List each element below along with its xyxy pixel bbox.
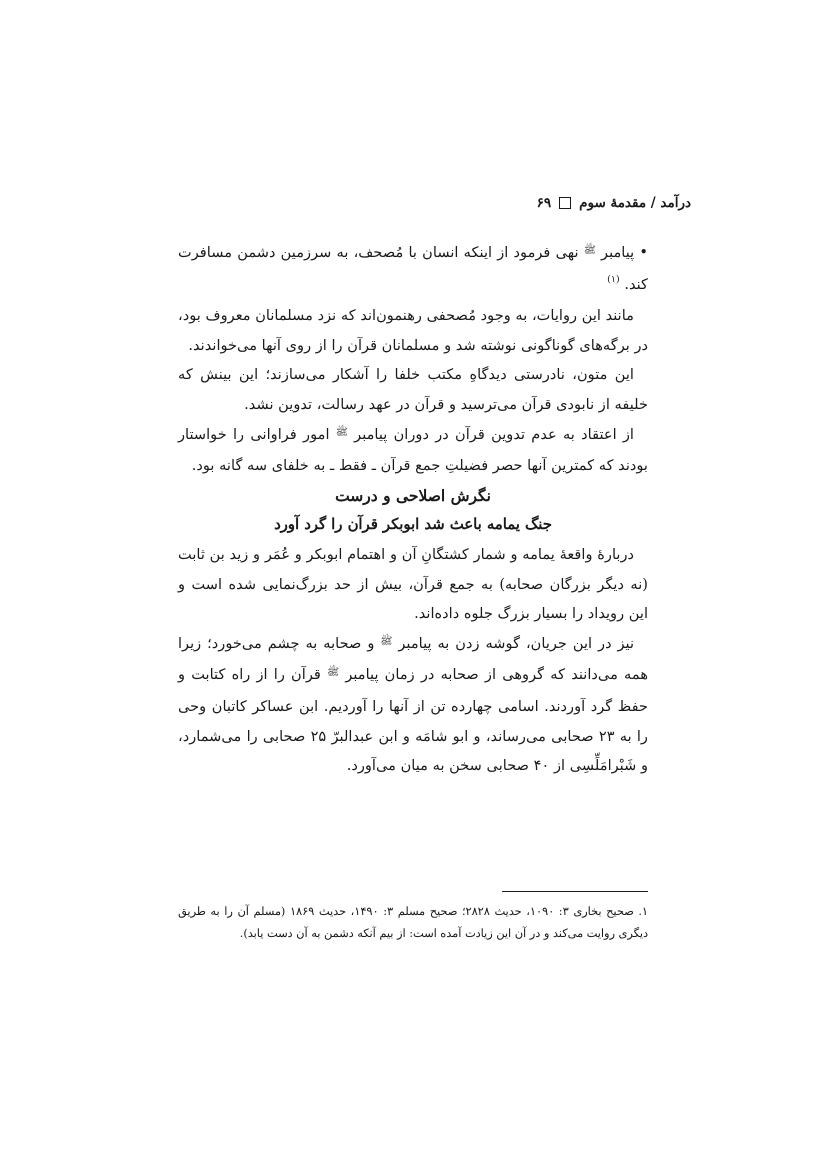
square-icon xyxy=(559,197,571,209)
footnote-divider xyxy=(502,891,648,892)
paragraph-2: مانند این روایات، به وجود مُصحفی رهنمون‌اند که نزد مسلمانان معروف بود، در برگه‌های گوناگونی نوشته شد و مسلمانان قرآن را از روی آنها می‌خواندند. xyxy=(178,307,648,354)
footnote: ۱. صحیح بخاری ۳: ۱۰۹۰، حدیث ۲۸۲۸؛ صحیح مسلم ۳: ۱۴۹۰، حدیث ۱۸۶۹ (مسلم آن را به طریق دیگری روایت می‌کند و در آن این زیادت آمده است: از بیم آنکه دشمن به آن دست یابد). xyxy=(178,905,648,940)
paragraph-4: از اعتقاد به عدم تدوین قرآن در دوران پیامبر $^ﷺ$ امور فراوانی را خواستار بودند که کمترین آنها حصر فضیلتِ جمع قرآن ـ فقط ـ به خلفای سه گانه بود. xyxy=(178,425,648,475)
footnote-reference[interactable]: (۱) xyxy=(607,273,620,285)
paragraph-6: نیز در این جریان، گوشه زدن به پیامبر $^ﷺ$ و صحابه به چشم می‌خورد؛ زیرا همه می‌دانند که گروهی از صحابه در زمان پیامبر $^ﷺ$ قرآن را از راه کتابت و حفظ گرد آوردند. اسامی چهارده تن از آنها را آوردیم. ابن عساکر کاتبان وحی را به ۲۳ صحابی می‌رساند، و ابو شامَه و ابن عبدالبرّ ۲۵ صحابی را می‌شمارد، و شَبْرامَلِّسِی از ۴۰ صحابی سخن به میان می‌آورد. xyxy=(178,634,649,775)
subsection-heading: جنگ یمامه باعث شد ابوبکر قرآن را گرد آورد xyxy=(274,516,552,534)
paragraph-5: دربارهٔ واقعهٔ یمامه و شمار کشتگانِ آن و اهتمام ابوبکر و عُمَر و زید بن ثابت (نه دیگر بزرگان صحابه) به جمع قرآن، بیش از حد بزرگ‌نمایی شده است و این رویداد را بسیار بزرگ جلوه داده‌اند. xyxy=(178,545,648,623)
salutation-mark: ﷺ xyxy=(380,635,393,647)
salutation-mark: ﷺ xyxy=(327,667,340,679)
paragraph-3: این متون، نادرستی دیدگاهِ مکتب خلفا را آشکار می‌سازند؛ این بینش که خلیفه از نابودی قرآن می‌ترسید و قرآن در عهد رسالت، تدوین نشد. xyxy=(178,366,648,413)
section-heading: نگرش اصلاحی و درست xyxy=(335,485,491,505)
salutation-mark: ﷺ xyxy=(583,245,596,256)
running-header xyxy=(271,193,691,213)
paragraph-1: • پیامبر $^ﷺ$ نهی فرمود از اینکه انسان با مُصحف، به سرزمین دشمن مسافرت کند. $^{(۱)}$ xyxy=(178,244,649,293)
salutation-mark: ﷺ xyxy=(335,426,348,438)
header-title: درآمد / مقدمهٔ سوم xyxy=(579,195,691,211)
main-text xyxy=(178,238,648,781)
page-number: ۶۹ xyxy=(536,195,552,211)
